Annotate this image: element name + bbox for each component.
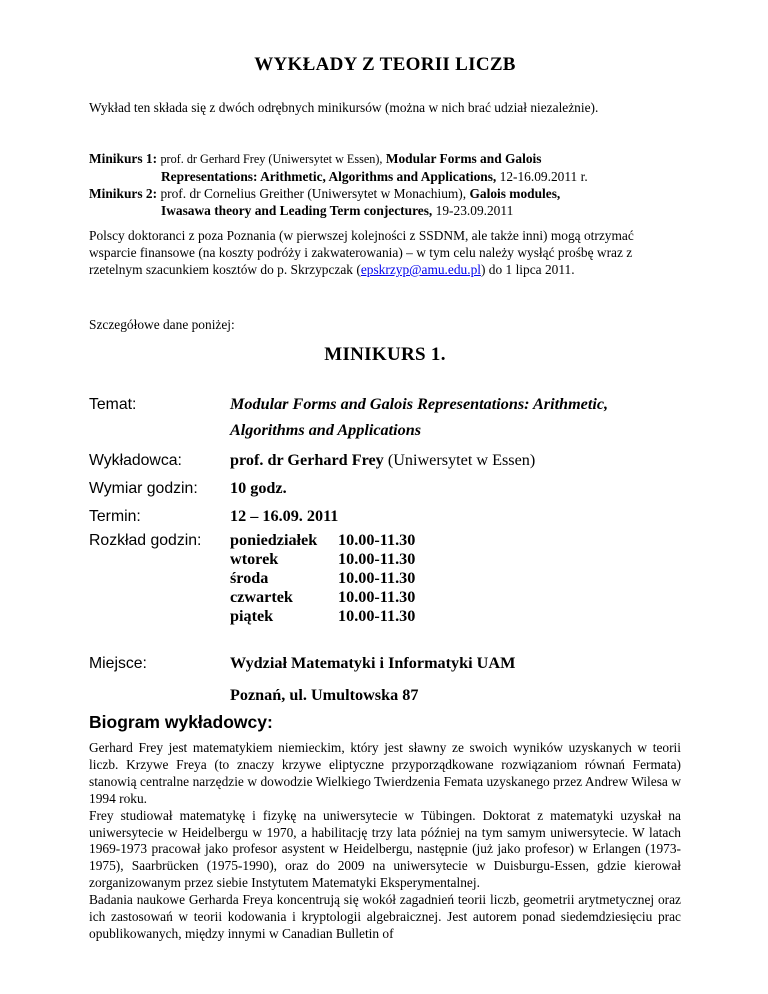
- minikurs-2-label: Minikurs 2:: [89, 186, 158, 201]
- minikurs-2-line-2: [89, 202, 681, 219]
- minikurs-1-label: Minikurs 1:: [89, 151, 158, 166]
- bio-text: [89, 740, 681, 943]
- minikurs-2-line: [89, 185, 681, 202]
- wykladowca-affil: (Uniwersytet w Essen): [383, 451, 536, 469]
- bio-paragraph: Frey studiował matematykę i fizykę na uniwersytecie w Tübingen. Doktorat z matematyki uzyskał na uniwersytecie w Heidelbergu w 1970, a habilitację trzy lata później na tym samym uniwersytecie. W latach 1969-1973 pracował jako profesor asystent w Heidelbergu, następnie (już jako profesor) w Erlangen (1973-1975), Saarbrücken (1975-1990), oraz do 2009 na uniwersytecie w Duisburgu-Essen, gdzie kierował zorganizowanym przez siebie Instytutem Matematyki Eksperymentalnej.: [89, 807, 681, 891]
- schedule-day: środa: [230, 569, 269, 587]
- minikurs-2-title-a: Galois modules,: [469, 186, 561, 201]
- minikurs-1-line: [89, 150, 681, 168]
- schedule-time: 10.00-11.30: [338, 588, 416, 606]
- schedule-day: poniedziałek: [230, 531, 318, 549]
- schedule-times: [338, 531, 415, 626]
- funding-tail: ) do 1 lipca 2011.: [481, 262, 575, 277]
- schedule-time: 10.00-11.30: [338, 607, 416, 625]
- termin-value: 12 – 16.09. 2011: [230, 507, 339, 525]
- miejsce-label: Miejsce:: [89, 655, 147, 672]
- details-intro: Szczegółowe dane poniżej:: [89, 317, 235, 332]
- schedule-day: czwartek: [230, 588, 293, 606]
- miejsce-value-2: Poznań, ul. Umultowska 87: [230, 686, 419, 704]
- wykladowca-value: [230, 451, 535, 470]
- wykladowca-name: prof. dr Gerhard Frey: [230, 451, 384, 469]
- minikurs-1-line-2: [89, 168, 681, 185]
- minikurs-2-lecturer: prof. dr Cornelius Greither (Uniwersytet w Monachium),: [160, 186, 467, 201]
- schedule-time: 10.00-11.30: [338, 531, 416, 549]
- schedule-day: wtorek: [230, 550, 279, 568]
- funding-text: Polscy doktoranci z poza Poznania (w pierwszej kolejności z SSDNM, ale także inni) mogą otrzymać wsparcie finansowe (na koszty podróży i zakwaterowania) – w tym celu należy wysłąć prośbę wraz z rzetelnym szacunkiem kosztów do p. Skrzypczak (: [89, 228, 634, 277]
- intro-paragraph: Wykład ten składa się z dwóch odrębnych minikursów (można w nich brać udział niezależnie).: [89, 100, 599, 115]
- minikurs-2-dates: 19-23.09.2011: [435, 203, 514, 218]
- page-title: WYKŁADY Z TEORII LICZB: [254, 54, 516, 75]
- minikurs-1-lecturer: prof. dr Gerhard Frey (Uniwersytet w Essen),: [160, 152, 383, 166]
- bio-paragraph: Gerhard Frey jest matematykiem niemieckim, który jest sławny ze swoich wyników uzyskanych w teorii liczb. Krzywe Freya (to znaczy krzywe eliptyczne przyporządkowane rozwiązaniom równań Fermata) stanowią centralne narzędzie w dowodzie Wielkiego Twierdzenia Femata uzyskanego przez Andrew Wilesa w 1994 roku.: [89, 740, 681, 806]
- minikurs-1-dates: 12-16.09.2011 r.: [499, 169, 588, 184]
- minikurs-1-title-a: Modular Forms and Galois: [385, 151, 542, 166]
- email-link[interactable]: epskrzyp@amu.edu.pl: [360, 262, 481, 277]
- minikurs-1-title-b: Representations: Arithmetic, Algorithms and Applications,: [161, 169, 497, 184]
- funding-paragraph: [89, 227, 681, 278]
- bio-heading: Biogram wykładowcy:: [89, 712, 273, 732]
- minikurs-2-title-b: Iwasawa theory and Leading Term conjectures,: [161, 203, 433, 218]
- wykladowca-label: Wykładowca:: [89, 452, 182, 469]
- termin-label: Termin:: [89, 508, 141, 525]
- wymiar-value: 10 godz.: [230, 479, 287, 497]
- section-heading: MINIKURS 1.: [324, 344, 446, 365]
- temat-label: Temat:: [89, 396, 137, 413]
- miejsce-value-1: Wydział Matematyki i Informatyki UAM: [230, 654, 516, 672]
- rozklad-label: Rozkład godzin:: [89, 532, 202, 549]
- wymiar-label: Wymiar godzin:: [89, 480, 198, 497]
- schedule-time: 10.00-11.30: [338, 569, 416, 587]
- temat-value-2: Algorithms and Applications: [230, 421, 422, 439]
- minikurs-list: [89, 150, 681, 219]
- schedule-days: [230, 531, 317, 626]
- schedule-day: piątek: [230, 607, 274, 625]
- bio-paragraph: Badania naukowe Gerharda Freya koncentrują się wokół zagadnień teorii liczb, geometrii arytmetycznej oraz ich zastosowań w teorii kodowania i kryptologii algebraicznej. Jest autorem ponad siedemdziesięciu prac opublikowanych, między innymi w Canadian Bulletin of: [89, 892, 681, 941]
- schedule-time: 10.00-11.30: [338, 550, 416, 568]
- temat-value-1: Modular Forms and Galois Representations: Arithmetic,: [230, 395, 609, 413]
